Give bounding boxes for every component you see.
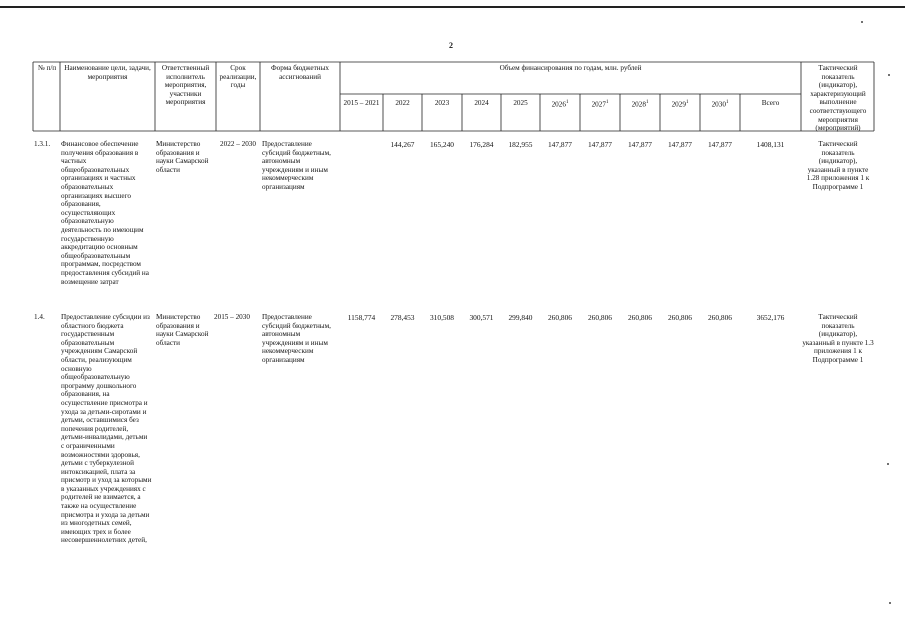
row-2-value-2023: 310,508 [429, 313, 455, 322]
row-1-value-2028: 147,877 [627, 140, 653, 149]
row-2-name: Предоставление субсидии из областного бюджета государственным образовательным учреждениям Самарской области, реализующим основную общеобразовательную программу дошкольного образования, на осуществление присмотра и ухода за детьми-сиротами и детьми, оставшимися без попечения родителей, детьми-инвалидами, детьми с ограниченными возможностями здоровья, детьми с туберкулезной интоксикацией, плата за присмотр и уход за которыми в указанных учреждениях с родителей не взимается, а также на осуществление присмотра и ухода за детьми из многодетных семей, имеющих трех и более несовершеннолетних детей, [61, 313, 152, 545]
row-1-value-2025: 182,955 [508, 140, 533, 149]
header-number: № п/п [37, 64, 57, 72]
row-2-number: 1.4. [34, 313, 45, 321]
row-2-value-total: 3652,176 [756, 313, 785, 322]
row-2-indicator: Тактический показатель (индикатор), указанный в пункте 1.3 приложения 1 к Подпрограмме 1 [802, 313, 874, 364]
header-funding: Объем финансирования по годам, млн. рублей [499, 64, 642, 72]
row-1-form: Предоставление субсидий бюджетным, автономным учреждениям и иным некоммерческим организациям [262, 140, 331, 191]
scan-speck [888, 74, 890, 76]
year-2030: 2030$^1$ [711, 100, 729, 109]
year-total: Всего [761, 99, 780, 107]
header-executor: Ответственный исполнитель мероприятия, участники мероприятия [161, 64, 210, 107]
row-2-value-2015-2021: 1158,774 [347, 313, 376, 322]
year-2029: 2029$^1$ [671, 100, 689, 109]
year-2024: 2024 [474, 99, 489, 107]
year-2015-2021: 2015 – 2021 [343, 99, 380, 107]
row-1-term: 2022 – 2030 [220, 140, 256, 148]
year-2025: 2025 [513, 99, 528, 107]
row-2-value-2028: 260,806 [627, 313, 653, 322]
header-indicator: Тактический показатель (индикатор), характеризующий выполнение соответствующего мероприятия (мероприятий) [809, 64, 867, 133]
year-2027: 2027$^1$ [591, 100, 609, 109]
row-2-value-2025: 299,840 [508, 313, 533, 322]
row-1-value-2022: 144,267 [390, 140, 415, 149]
top-rule [0, 6, 905, 8]
row-1-value-total: 1408,131 [756, 140, 785, 149]
row-1-value-2030: 147,877 [707, 140, 733, 149]
row-1-value-2023: 165,240 [429, 140, 455, 149]
row-1-value-2024: 176,284 [469, 140, 494, 149]
year-2022: 2022 [395, 99, 410, 107]
row-1-value-2027: 147,877 [587, 140, 613, 149]
row-1-executor: Министерство образования и науки Самарской области [156, 140, 209, 174]
scan-speck [887, 463, 889, 465]
row-2-value-2024: 300,571 [469, 313, 494, 322]
page-number: 2 [449, 41, 453, 50]
year-2026: 2026$^1$ [551, 100, 569, 109]
row-1-indicator: Тактический показатель (индикатор), указанный в пункте 1.28 приложения 1 к Подпрограмме 1 [806, 140, 870, 191]
row-1-value-2029: 147,877 [667, 140, 693, 149]
row-2-value-2022: 278,453 [390, 313, 415, 322]
row-2-value-2027: 260,806 [587, 313, 613, 322]
header-term: Срок реализации, годы [219, 64, 257, 90]
year-2028: 2028$^1$ [631, 100, 649, 109]
row-1-name: Финансовое обеспечение получения образования в частных общеобразовательных организациях и частных образовательных организациях высшего образования, осуществляющих образовательную деятельность по имеющим государственную аккредитацию основным общеобразовательным программам, посредством предоставления субсидий на возмещение затрат [61, 140, 149, 286]
row-1-number: 1.3.1. [34, 140, 51, 148]
header-name: Наименование цели, задачи, мероприятия [64, 64, 151, 81]
row-2-executor: Министерство образования и науки Самарской области [156, 313, 209, 347]
year-2023: 2023 [434, 99, 450, 107]
row-2-value-2030: 260,806 [707, 313, 733, 322]
header-form: Форма бюджетных ассигнований [270, 64, 330, 81]
row-2-term: 2015 – 2030 [214, 313, 250, 321]
scan-speck [861, 21, 863, 23]
row-2-form: Предоставление субсидий бюджетным, автономным учреждениям и иным некоммерческим организациям [262, 313, 331, 364]
row-2-value-2026: 260,806 [547, 313, 573, 322]
scan-speck [889, 602, 891, 604]
row-1-value-2026: 147,877 [547, 140, 573, 149]
row-2-value-2029: 260,806 [667, 313, 693, 322]
